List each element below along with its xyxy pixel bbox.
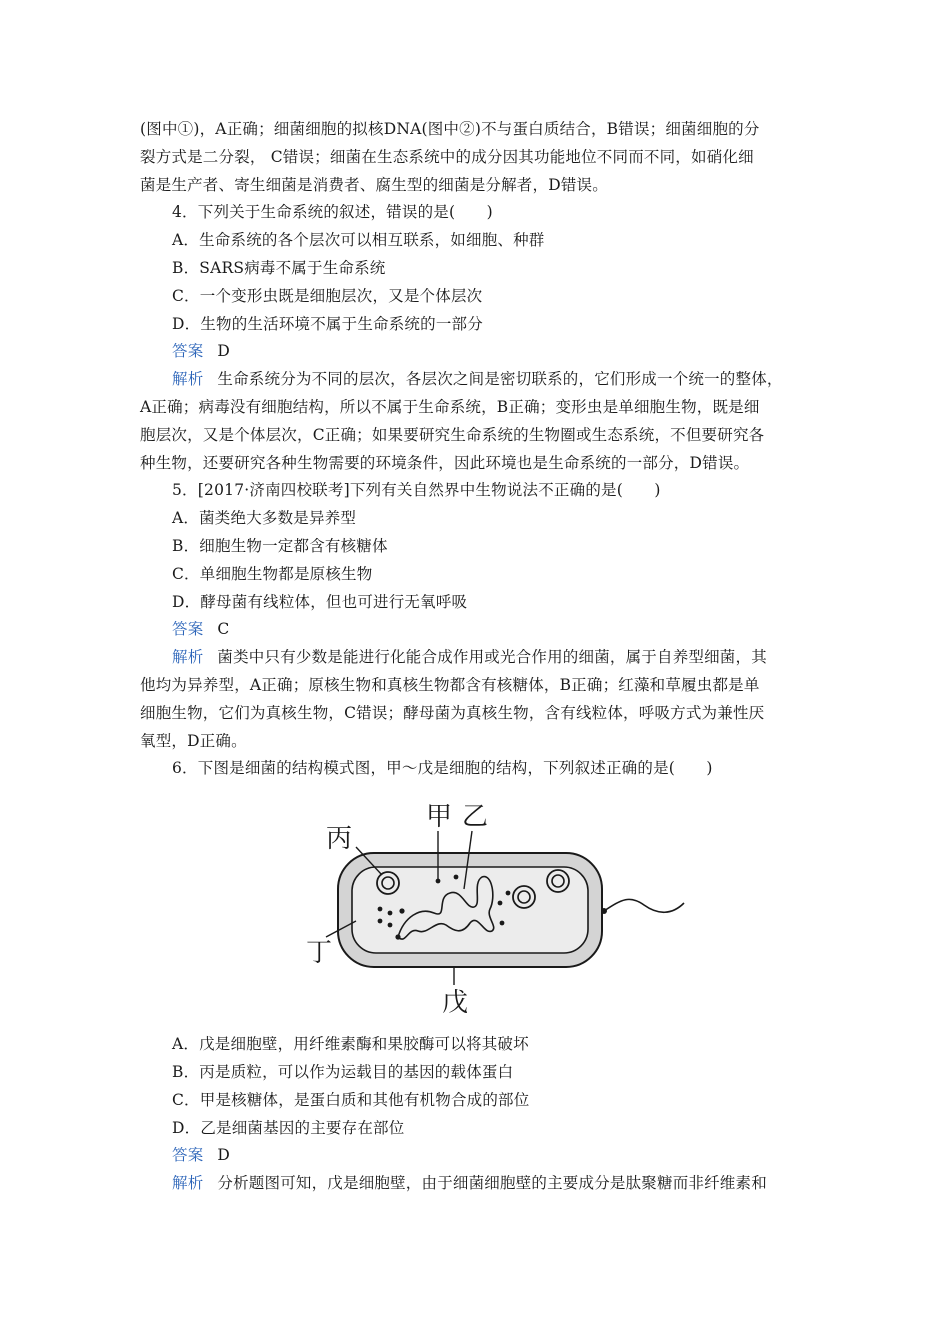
option-d: D．乙是细菌基因的主要存在部位 — [172, 1118, 405, 1137]
document-page — [140, 116, 820, 1198]
answer-line — [140, 338, 820, 366]
option-c: C．单细胞生物都是原核生物 — [172, 564, 373, 583]
analysis-line — [140, 1170, 820, 1198]
flagellum — [604, 899, 684, 912]
text-line: 氧型，D正确。 — [140, 731, 247, 750]
answer-tag: 答案 — [172, 620, 204, 639]
answer-line — [140, 1142, 820, 1170]
answer-value: C — [217, 620, 230, 639]
analysis-text: 生命系统分为不同的层次，各层次之间是密切联系的，它们形成一个统一的整体， — [217, 370, 783, 389]
text-line: (图中①)，A正确；细菌细胞的拟核DNA(图中②)不与蛋白质结合，B错误；细菌细胞的分 — [140, 120, 760, 138]
question-6 — [140, 755, 820, 1198]
question-stem: 4．下列关于生命系统的叙述，错误的是( ) — [172, 203, 493, 222]
ribosome-dot — [506, 891, 511, 896]
label-ding: 丁 — [306, 938, 333, 969]
question-4 — [140, 199, 820, 477]
ribosome-dot — [498, 901, 503, 906]
question-stem: 6．下图是细菌的结构模式图，甲～戊是细胞的结构，下列叙述正确的是( ) — [172, 759, 713, 778]
option-b: B．丙是质粒，可以作为运载目的基因的载体蛋白 — [172, 1062, 514, 1081]
text-line: 裂方式是二分裂， C错误；细菌在生态系统中的成分因其功能地位不同而不同，如硝化细 — [140, 147, 754, 166]
option-d: D．生物的生活环境不属于生命系统的一部分 — [172, 314, 483, 333]
option-d: D．酵母菌有线粒体，但也可进行无氧呼吸 — [172, 592, 468, 611]
option-c: C．甲是核糖体，是蛋白质和其他有机物合成的部位 — [172, 1090, 530, 1109]
label-bing: 丙 — [326, 824, 353, 855]
ribosome-dot — [388, 923, 393, 928]
option-b: B．SARS病毒不属于生命系统 — [172, 258, 386, 277]
analysis-text: 分析题图可知，戊是细胞壁，由于细菌细胞壁的主要成分是肽聚糖而非纤维素和 — [217, 1174, 767, 1193]
ribosome-dot — [399, 909, 404, 914]
analysis-text: 菌类中只有少数是能进行化能合成作用或光合作用的细菌，属于自养型细菌，其 — [217, 648, 767, 667]
label-jia: 甲 — [426, 802, 453, 833]
text-line: 细胞生物，它们为真核生物，C错误；酵母菌为真核生物，含有线粒体，呼吸方式为兼性厌 — [140, 703, 765, 722]
analysis-line — [140, 644, 820, 672]
option-a: A．菌类绝大多数是异养型 — [172, 509, 357, 528]
answer-value: D — [217, 1146, 231, 1165]
question-5 — [140, 477, 820, 755]
ribosome-dot — [388, 911, 393, 916]
analysis-line — [140, 366, 820, 394]
analysis-tag: 解析 — [172, 370, 204, 389]
analysis-tag: 解析 — [172, 1174, 204, 1193]
answer-tag: 答案 — [172, 1146, 204, 1165]
option-a: A．戊是细胞壁，用纤维素酶和果胶酶可以将其破坏 — [172, 1035, 529, 1054]
text-line: 菌是生产者、寄生细菌是消费者、腐生型的细菌是分解者，D错误。 — [140, 175, 608, 194]
analysis-tag: 解析 — [172, 648, 204, 667]
answer-value: D — [217, 342, 231, 361]
question-stem: 5．[2017·济南四校联考]下列有关自然界中生物说法不正确的是( ) — [172, 481, 661, 500]
option-a: A．生命系统的各个层次可以相互联系，如细胞、种群 — [172, 231, 545, 250]
ribosome-dot — [395, 935, 400, 940]
text-line: 胞层次，又是个体层次，C正确；如果要研究生命系统的生物圈或生态系统，不但要研究各 — [140, 425, 765, 444]
answer-line — [140, 616, 820, 644]
bacteria-structure-diagram — [286, 785, 698, 1021]
text-line: 种生物，还要研究各种生物需要的环境条件，因此环境也是生命系统的一部分，D错误。 — [140, 453, 750, 472]
ribosome-dot — [500, 921, 505, 926]
ribosome-dot — [378, 919, 383, 924]
continuation-block — [140, 116, 820, 199]
ribosome-dot — [378, 907, 383, 912]
answer-tag: 答案 — [172, 342, 204, 361]
label-wu: 戊 — [442, 988, 469, 1019]
label-yi: 乙 — [462, 802, 489, 833]
figure-container — [140, 785, 820, 1025]
text-line: 他均为异养型，A正确；原核生物和真核生物都含有核糖体，B正确；红藻和草履虫都是单 — [140, 675, 760, 694]
text-line: A正确；病毒没有细胞结构，所以不属于生命系统，B正确；变形虫是单细胞生物，既是细 — [140, 397, 760, 416]
option-b: B．细胞生物一定都含有核糖体 — [172, 536, 388, 555]
ribosome-dot — [454, 875, 459, 880]
option-c: C．一个变形虫既是细胞层次，又是个体层次 — [172, 286, 483, 305]
